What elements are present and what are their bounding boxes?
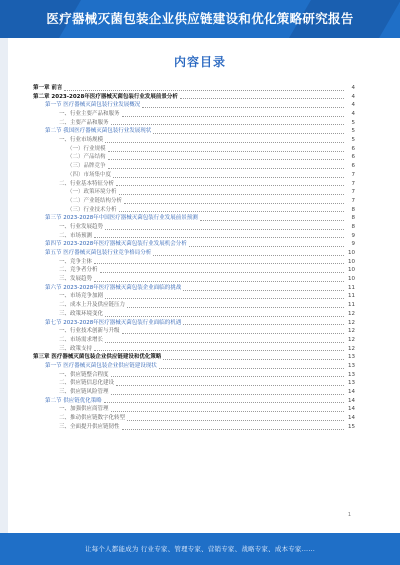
- toc-entry-label: 一、行业市场规模: [59, 137, 104, 144]
- toc-entry-label: 第三节 2023-2028年中国医疗器械灭菌包装行业发展前景预测: [45, 215, 198, 222]
- page-number: 1: [347, 512, 351, 518]
- toc-entry-label: 一、市场竞争加剧: [59, 293, 104, 300]
- toc-entry-page: 10: [348, 258, 355, 265]
- toc-leader-dots: [111, 123, 344, 125]
- toc-entry[interactable]: [33, 206, 355, 215]
- toc-leader-dots: [113, 176, 344, 178]
- toc-leader-dots: [108, 167, 344, 169]
- toc-entry-label: 第二章 2023-2028年医疗器械灭菌包装行业发展前景分析: [33, 93, 178, 100]
- toc-entry-label: （三）品牌竞争: [67, 163, 106, 170]
- toc-entry-page: 11: [348, 284, 355, 291]
- toc-entry[interactable]: [33, 397, 355, 406]
- toc-entry-page: 12: [348, 328, 355, 335]
- toc-entry-label: （二）产品结构: [67, 154, 106, 161]
- toc-entry-label: 二、竞争者分析: [59, 267, 98, 274]
- toc-leader-dots: [119, 210, 344, 212]
- toc-entry-page: 12: [348, 319, 355, 326]
- toc-entry-label: 第五节 医疗器械灭菌包装行业竞争格局分析: [45, 250, 152, 257]
- footer-slogan: 让每个人都能成为 行业专家、管理专家、营销专家、战略专家、成本专家……: [84, 545, 316, 553]
- toc-entry-page: 13: [348, 371, 355, 378]
- toc-leader-dots: [189, 245, 344, 247]
- toc-leader-dots: [105, 228, 344, 230]
- toc-entry[interactable]: [33, 214, 355, 223]
- toc-entry-label: 二、市场需求增长: [59, 336, 104, 343]
- toc-entry-label: 三、政策环境变化: [59, 310, 104, 317]
- toc-leader-dots: [108, 158, 344, 160]
- toc-leader-dots: [124, 202, 344, 204]
- toc-entry-label: 二、主要产品和服务: [59, 119, 109, 126]
- toc-entry-label: 第四节 2023-2028年医疗器械灭菌包装行业发展机会分析: [45, 241, 187, 248]
- toc-entry-page: 7: [351, 180, 355, 187]
- toc-entry[interactable]: [33, 284, 355, 293]
- toc-entry[interactable]: [33, 319, 355, 328]
- toc-entry[interactable]: [33, 119, 355, 128]
- toc-entry-page: 12: [348, 336, 355, 343]
- toc-entry-page: 4: [351, 93, 355, 100]
- toc-leader-dots: [116, 384, 344, 386]
- toc-entry-label: 第二节 我国医疗器械灭菌包装行业发展现状: [45, 128, 152, 135]
- toc-leader-dots: [116, 184, 344, 186]
- toc-leader-dots: [200, 219, 344, 221]
- toc-entry[interactable]: [33, 127, 355, 136]
- toc-entry-label: 第一节 医疗器械灭菌包装行业发展概况: [45, 102, 141, 109]
- toc-entry-page: 12: [348, 310, 355, 317]
- toc-leader-dots: [94, 280, 344, 282]
- report-title: 医疗器械灭菌包装企业供应链建设和优化策略研究报告: [46, 11, 354, 26]
- toc-entry[interactable]: [33, 310, 355, 319]
- toc-entry-page: 9: [351, 241, 355, 248]
- toc-entry-label: （二）产业链结构分析: [67, 197, 123, 204]
- toc-entry-label: 三、政策支持: [59, 345, 93, 352]
- toc-entry[interactable]: [33, 362, 355, 371]
- toc-leader-dots: [111, 410, 344, 412]
- toc-entry-label: 一、行业技术创新与升级: [59, 328, 120, 335]
- toc-entry-page: 4: [351, 84, 355, 91]
- toc-entry-page: 4: [351, 111, 355, 118]
- toc-entry-label: 二、推动供应链数字化转型: [59, 415, 126, 422]
- toc-entry[interactable]: [33, 353, 355, 362]
- table-of-contents: [33, 84, 355, 432]
- toc-leader-dots: [153, 132, 344, 134]
- toc-leader-dots: [94, 262, 344, 264]
- toc-entry-page: 4: [351, 102, 355, 109]
- toc-entry[interactable]: [33, 162, 355, 171]
- toc-leader-dots: [122, 428, 344, 430]
- toc-entry-label: 第一章 前言: [33, 84, 63, 91]
- toc-leader-dots: [127, 306, 344, 308]
- toc-entry-label: 第三章 医疗器械灭菌包装企业供应链建设和优化策略: [33, 354, 162, 361]
- toc-entry[interactable]: [33, 327, 355, 336]
- toc-entry-page: 6: [351, 163, 355, 170]
- toc-entry-label: （一）政策环境分析: [67, 189, 117, 196]
- toc-entry[interactable]: [33, 275, 355, 284]
- toc-entry-label: 第一节 医疗器械灭菌包装企业供应链建设现状: [45, 362, 157, 369]
- toc-entry-page: 5: [351, 137, 355, 144]
- toc-leader-dots: [108, 150, 344, 152]
- toc-entry-label: 一、行业发展趋势: [59, 223, 104, 230]
- toc-heading: 内容目录: [173, 55, 226, 69]
- toc-entry-label: 二、供应链信息化建设: [59, 380, 115, 387]
- toc-entry-page: 13: [348, 354, 355, 361]
- toc-entry[interactable]: [33, 240, 355, 249]
- toc-leader-dots: [100, 271, 344, 273]
- toc-leader-dots: [122, 115, 344, 117]
- toc-entry-page: 10: [348, 267, 355, 274]
- toc-entry-label: 二、市场预测: [59, 232, 93, 239]
- toc-entry-page: 11: [348, 293, 355, 300]
- toc-entry-page: 7: [351, 197, 355, 204]
- toc-entry[interactable]: [33, 414, 355, 423]
- toc-entry-page: 6: [351, 154, 355, 161]
- toc-entry-page: 6: [351, 145, 355, 152]
- toc-leader-dots: [94, 236, 344, 238]
- toc-leader-dots: [64, 89, 344, 91]
- toc-entry[interactable]: [33, 110, 355, 119]
- toc-entry[interactable]: [33, 379, 355, 388]
- header-banner: [0, 0, 400, 38]
- toc-entry-label: 第七节 2023-2028年医疗器械灭菌包装行业面临的机遇: [45, 319, 182, 326]
- toc-entry[interactable]: [33, 101, 355, 110]
- toc-entry[interactable]: [33, 223, 355, 232]
- toc-leader-dots: [163, 358, 344, 360]
- toc-entry-label: 第六节 2023-2028年医疗器械灭菌包装企业面临的挑战: [45, 284, 182, 291]
- toc-entry[interactable]: [33, 145, 355, 154]
- toc-entry-label: 三、全面提升供应链韧性: [59, 423, 120, 430]
- toc-entry-page: 11: [348, 302, 355, 309]
- toc-entry-page: 8: [351, 223, 355, 230]
- toc-entry[interactable]: [33, 423, 355, 432]
- toc-entry-label: 第二节 供应链优化策略: [45, 397, 102, 404]
- toc-entry-page: 12: [348, 345, 355, 352]
- toc-entry[interactable]: [33, 180, 355, 189]
- toc-entry[interactable]: [33, 336, 355, 345]
- toc-entry-label: 三、发展趋势: [59, 276, 93, 283]
- toc-entry[interactable]: [33, 371, 355, 380]
- toc-leader-dots: [105, 341, 344, 343]
- toc-entry-label: 一、竞争主体: [59, 258, 93, 265]
- toc-entry-page: 13: [348, 380, 355, 387]
- toc-leader-dots: [180, 97, 344, 99]
- toc-entry-page: 5: [351, 119, 355, 126]
- toc-entry-page: 7: [351, 171, 355, 178]
- toc-leader-dots: [105, 141, 344, 143]
- toc-leader-dots: [122, 332, 344, 334]
- toc-entry[interactable]: [33, 136, 355, 145]
- toc-entry-label: 三、供应链风险管理: [59, 389, 109, 396]
- toc-entry-label: （四）市场集中度: [67, 171, 112, 178]
- toc-leader-dots: [111, 393, 344, 395]
- toc-entry-page: 8: [351, 206, 355, 213]
- toc-entry-label: 一、行业主要产品和服务: [59, 111, 120, 118]
- toc-entry[interactable]: [33, 249, 355, 258]
- toc-entry[interactable]: [33, 388, 355, 397]
- toc-entry[interactable]: [33, 154, 355, 163]
- toc-entry[interactable]: [33, 171, 355, 180]
- toc-entry[interactable]: [33, 197, 355, 206]
- toc-leader-dots: [142, 106, 344, 108]
- toc-entry[interactable]: [33, 188, 355, 197]
- toc-entry[interactable]: [33, 301, 355, 310]
- footer-banner: [0, 533, 400, 565]
- side-band: [0, 38, 8, 533]
- toc-entry[interactable]: [33, 293, 355, 302]
- toc-leader-dots: [105, 315, 344, 317]
- toc-entry-label: 一、供应链整合程度: [59, 371, 109, 378]
- toc-leader-dots: [127, 419, 344, 421]
- toc-entry-page: 14: [348, 406, 355, 413]
- toc-entry-page: 10: [348, 250, 355, 257]
- toc-entry-page: 14: [348, 389, 355, 396]
- toc-entry-page: 9: [351, 232, 355, 239]
- toc-entry-page: 13: [348, 362, 355, 369]
- toc-entry-label: （一）行业规模: [67, 145, 106, 152]
- toc-entry-page: 8: [351, 215, 355, 222]
- toc-entry-page: 14: [348, 397, 355, 404]
- toc-leader-dots: [159, 367, 344, 369]
- toc-leader-dots: [183, 323, 344, 325]
- toc-entry-label: 一、加强供应商管理: [59, 406, 109, 413]
- toc-entry-page: 7: [351, 189, 355, 196]
- toc-entry-page: 14: [348, 415, 355, 422]
- toc-entry[interactable]: [33, 405, 355, 414]
- toc-leader-dots: [153, 254, 344, 256]
- toc-entry[interactable]: [33, 93, 355, 102]
- toc-leader-dots: [105, 297, 344, 299]
- toc-entry-page: 15: [348, 423, 355, 430]
- toc-entry-page: 5: [351, 128, 355, 135]
- toc-leader-dots: [119, 193, 344, 195]
- toc-leader-dots: [94, 349, 344, 351]
- toc-entry[interactable]: [33, 345, 355, 354]
- toc-leader-dots: [111, 375, 344, 377]
- toc-entry[interactable]: [33, 258, 355, 267]
- toc-leader-dots: [104, 401, 344, 403]
- toc-entry-label: 二、行业基本特征分析: [59, 180, 115, 187]
- toc-entry[interactable]: [33, 266, 355, 275]
- toc-entry-label: 二、成本上升及供应链压力: [59, 302, 126, 309]
- toc-entry[interactable]: [33, 84, 355, 93]
- toc-entry-label: （三）行业技术分析: [67, 206, 117, 213]
- toc-entry-page: 10: [348, 276, 355, 283]
- toc-entry[interactable]: [33, 232, 355, 241]
- toc-leader-dots: [183, 289, 344, 291]
